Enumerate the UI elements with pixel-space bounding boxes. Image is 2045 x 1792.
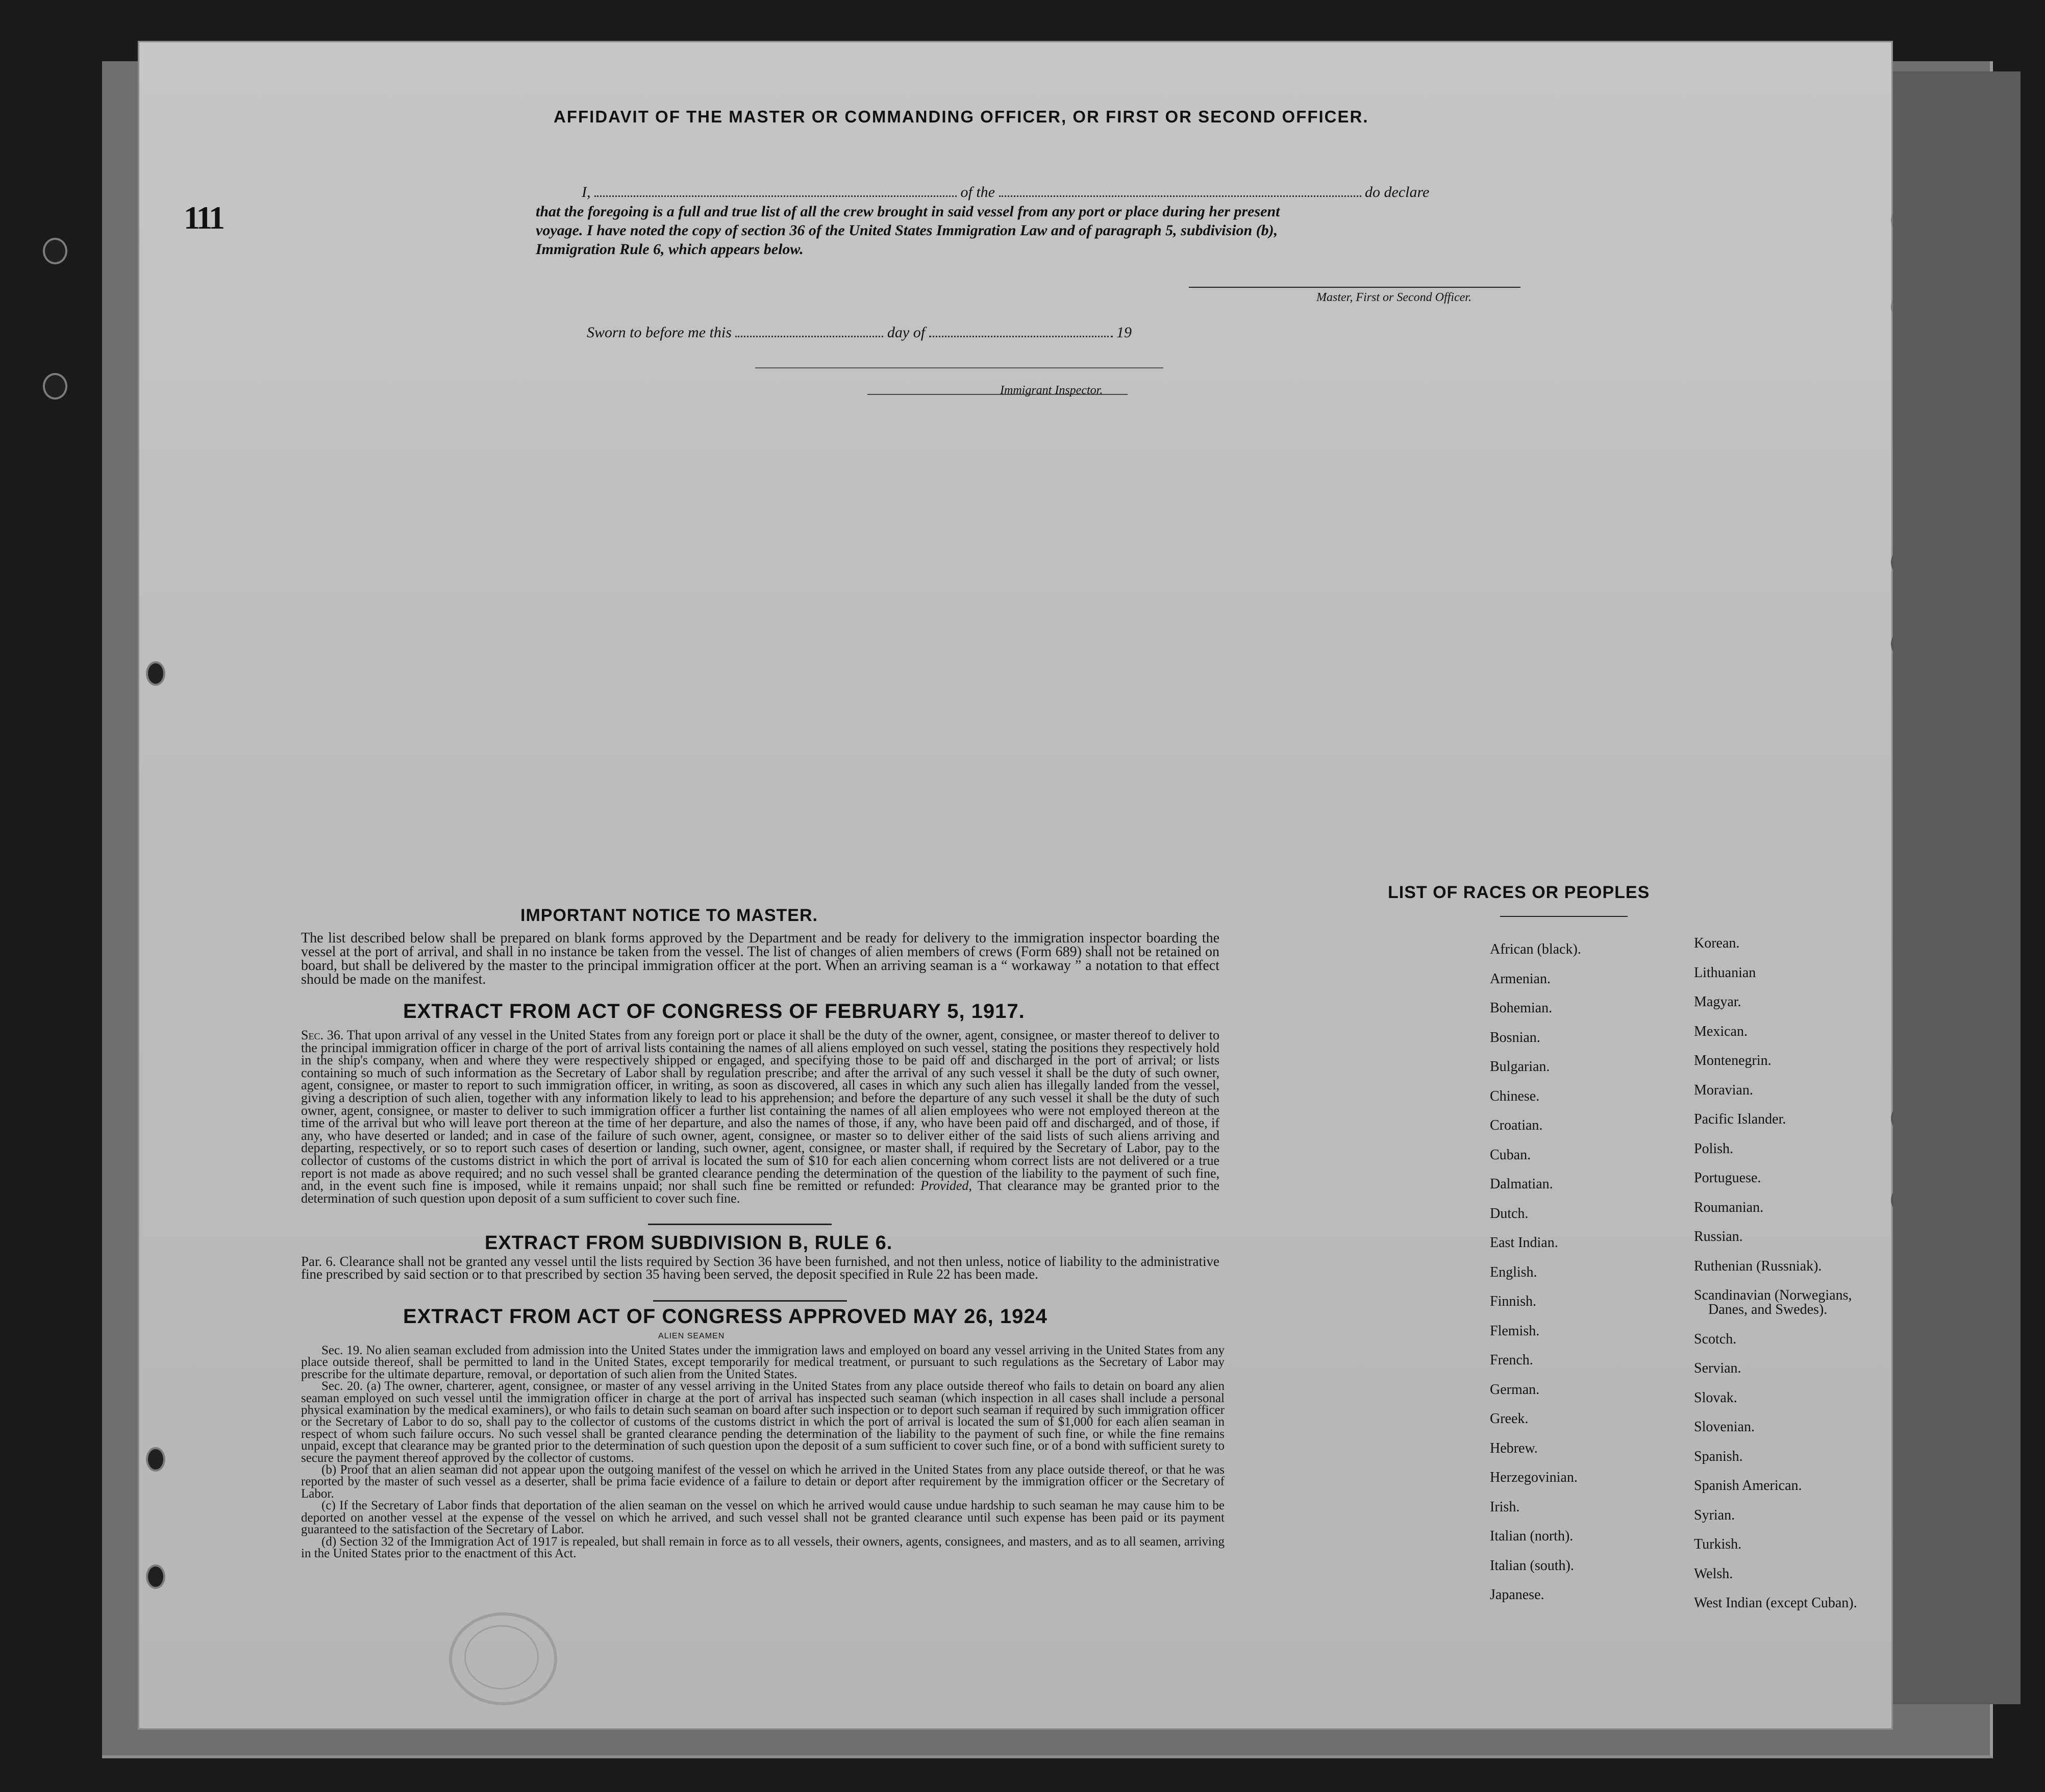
race-item: Servian. [1694,1360,1741,1376]
race-item: West Indian (except Cuban). [1694,1595,1857,1611]
affidavit-line4: Immigration Rule 6, which appears below. [536,241,804,258]
race-item: Korean. [1694,935,1740,951]
notice-title: IMPORTANT NOTICE TO MASTER. [520,906,818,925]
sworn-year: 19 [1116,324,1132,341]
extract-1924-para5: (d) Section 32 of the Immigration Act of 1917 is repealed, but shall remain in force as to all vessels, their owners, agents, consignees, and masters, and as to all seamen, arriving in the United States prior to the enactment of this Act. [301,1534,1225,1560]
race-item: African (black). [1490,941,1581,957]
extract-1917-sec: Sec. 36. [301,1028,344,1042]
divider-2 [653,1300,847,1302]
races-title-rule [1500,916,1628,917]
sworn-date-blank[interactable] [735,336,883,337]
race-item: Roumanian. [1694,1199,1764,1215]
race-item: Scotch. [1694,1331,1737,1347]
race-item: Armenian. [1490,970,1551,987]
race-item: Dalmatian. [1490,1176,1553,1192]
document-page [138,41,1893,1730]
extract-1924-para1: Sec. 19. No alien seaman excluded from admission into the United States under the immigration laws and employed on board any vessel arriving in the United States from any place outside thereof, shall be permitted to land in the United States, except temporarily for medical treatment, or pursuant to such regulations as the Secretary of Labor may prescribe for the ultimate departure, removal, or deportation of such alien from the United States. [301,1343,1225,1381]
race-item: Turkish. [1694,1536,1742,1552]
race-item: Danes, and Swedes). [1708,1302,1828,1317]
race-item: Bulgarian. [1490,1059,1550,1075]
extract-1917-proviso: Provided, [920,1178,972,1193]
extract-1924-subtitle: ALIEN SEAMEN [658,1332,725,1340]
race-item: Montenegrin. [1694,1053,1772,1068]
race-item: Bohemian. [1490,1000,1553,1016]
extract-1917-end: That clearance may be granted prior to the determination of such question upon deposit of a sum sufficient to cover such fine. [301,1178,1220,1206]
circular-stamp-inner [464,1625,539,1689]
affidavit-of-the: of the [960,184,995,201]
signature-line [1189,287,1520,288]
race-item: Italian (south). [1490,1557,1574,1574]
race-item: Pacific Islander. [1694,1111,1786,1127]
race-item: Chinese. [1490,1088,1540,1104]
race-item: German. [1490,1381,1540,1398]
binder-hole [148,663,163,684]
race-item: Slovenian. [1694,1419,1755,1435]
sworn-prefix: Sworn to before me this [587,324,732,341]
race-item: Flemish. [1490,1323,1540,1339]
extract-1924-para3: (b) Proof that an alien seaman did not appear upon the outgoing manifest of the vessel on which he arrived in the United States from any place outside thereof, or that he was reported by the master of such vessel as a deserter, shall be prima facie evidence of a failure to detain or deport after requirement by the immigration officer or the Secretary of Labor. [301,1463,1225,1501]
race-item: French. [1490,1352,1533,1368]
margin-mark: 111 [184,200,223,236]
bleed-through-area [291,398,1770,806]
vessel-blank[interactable] [999,195,1361,197]
inspector-label: Immigrant Inspector. [1000,384,1103,397]
underlying-page-edge [1888,71,2021,1704]
race-item: Syrian. [1694,1507,1735,1523]
extract-1924-para2: Sec. 20. (a) The owner, charterer, agent, consignee, or master of any vessel arriving in the United States from any place outside thereof who fails to detain on board any alien seaman employed on such vessel until the immigration officer in charge at the port of arrival has inspected such seaman (which inspection in all cases shall include a personal physical examination by the medical examiners), or who fails to detain such seaman on board after such inspection or to deport such seaman if required by such immigration officer or the Secretary of Labor to do so, shall pay to the collector of customs of the customs district in which the port of arrival is located the sum of $1,000 for each alien seaman in respect of whom such failure occurs. No such vessel shall be granted clearance pending the determination of the liability to the payment of such fine, or while the fine remains unpaid, except that clearance may be granted prior to the determination of such question upon the deposit of a sum sufficient to cover such fine, or of a bond with sufficient surety to secure the payment thereof approved by the collector of customs. [301,1379,1225,1465]
race-item: East Indian. [1490,1235,1558,1251]
race-item: Moravian. [1694,1082,1753,1098]
notice-text: The list described below shall be prepared on blank forms approved by the Department and be ready for delivery to the immigration inspector boarding the vessel at the port of arrival, and shall in no instance be taken from the vessel. The list of changes of alien members of crews (Form 689) shall not be retained on board, but shall be delivered by the master to the principal immigration officer at the port. When an arriving seaman is a “ workaway ” a notation to that effect should be made on the manifest. [301,930,1219,987]
sworn-day-of: day of [887,324,926,341]
binder-hole [148,1449,163,1470]
affidavit-line2: that the foregoing is a full and true list of all the crew brought in said vessel from any port or place during her present [536,203,1280,220]
affidavit-i: I, [582,184,591,201]
extract-1917-body: That upon arrival of any vessel in the United States from any foreign port or place it shall be the duty of the owner, agent, consignee, or master thereof to deliver to the principal immigration officer in charge of the port of arrival lists containing the names of all aliens employed on such vessel, stating the positions they respectively hold in the ship's company, when and where they were respectively shipped or engaged, and specifying those to be paid off and discharged in the port of arrival; or lists containing so much of such information as the Secretary of Labor shall by regulation prescribe; and after the arrival of any such vessel it shall be the duty of such owner, agent, consignee, or master to report to such immigration officer, in writing, as soon as discovered, all cases in which any such alien has illegally landed from the vessel, giving a description of such alien, together with any information likely to lead to his apprehension; and before the departure of any such vessel it shall be the duty of such owner, agent, consignee, or master to deliver to such immigration officer a further list containing the names of all alien employees who were not employed thereon at the time of the arrival but who will leave port thereon at the time of her departure, and also the names of those, if any, who have been paid off and discharged, and of those, if any, who have deserted or landed; and in case of the failure of such owner, agent, consignee, or master so to deliver either of the said lists of such aliens arriving and departing, respectively, or so to report such cases of desertion or landing, such owner, agent, consignee, or master shall, if required by the Secretary of Labor, pay to the collector of customs of the customs district in which the port of arrival is located the sum of $10 for each alien concerning whom correct lists are not delivered or a true report is not made as above required; and no such vessel shall be granted clearance pending the determination of the question of the liability to the payment of such fine, and, in the event such fine is imposed, while it remains unpaid; nor shall such fine be remitted or refunded: [301,1028,1220,1193]
race-item: Magyar. [1694,994,1741,1010]
race-item: Italian (north). [1490,1528,1574,1544]
race-item: Portuguese. [1694,1170,1761,1186]
affidavit-title: AFFIDAVIT OF THE MASTER OR COMMANDING OFFICER, OR FIRST OR SECOND OFFICER. [554,107,1369,126]
race-item: Greek. [1490,1411,1529,1427]
race-item: Lithuanian [1694,964,1756,981]
race-item: Herzegovinian. [1490,1470,1578,1485]
binder-hole [45,240,65,262]
race-item: Mexican. [1694,1023,1748,1039]
race-item: Cuban. [1490,1147,1531,1163]
race-item: Ruthenian (Russniak). [1694,1258,1822,1274]
race-item: Polish. [1694,1140,1734,1157]
race-item: Irish. [1490,1499,1520,1515]
affidavit-line1 [582,184,1429,201]
affidavit-declare: do declare [1365,184,1430,201]
inspector-sign-line-upper [755,367,1163,368]
races-title: LIST OF RACES OR PEOPLES [1388,883,1650,902]
extract-1924-text [301,1345,1225,1559]
sworn-month-blank[interactable] [929,336,1113,337]
race-item: Russian. [1694,1229,1743,1245]
race-item: Spanish. [1694,1448,1743,1464]
race-item: Dutch. [1490,1205,1529,1222]
race-item: Croatian. [1490,1117,1543,1133]
race-item: Slovak. [1694,1389,1737,1406]
race-item: Spanish American. [1694,1478,1802,1494]
extract-1924-title: EXTRACT FROM ACT OF CONGRESS APPROVED MAY 26, 1924 [403,1305,1048,1328]
subdivision-b-title: EXTRACT FROM SUBDIVISION B, RULE 6. [485,1232,893,1254]
extract-1924-para4: (c) If the Secretary of Labor finds that deportation of the alien seaman on the vessel on which he arrived would cause undue hardship to such seaman he may cause him to be deported on another vessel at the expense of the vessel on which he arrived, and such vessel shall not be granted clearance until such expense has been paid or its payment guaranteed to the satisfaction of the Secretary of Labor. [301,1499,1225,1537]
race-item: Japanese. [1490,1587,1544,1603]
race-item: Hebrew. [1490,1440,1538,1456]
race-item: Bosnian. [1490,1029,1540,1046]
divider-1 [648,1224,832,1225]
signature-label: Master, First or Second Officer. [1316,291,1472,304]
name-blank[interactable] [594,195,957,197]
affidavit-line3: voyage. I have noted the copy of section 36 of the United States Immigration Law and of paragraph 5, subdivision (b), [536,222,1278,239]
sworn-line [587,324,1132,341]
extract-1917-text [301,1029,1219,1205]
race-item: English. [1490,1264,1537,1280]
binder-hole [148,1566,163,1587]
race-item: Finnish. [1490,1293,1537,1309]
race-item: Scandinavian (Norwegians, [1694,1287,1852,1303]
extract-1917-title: EXTRACT FROM ACT OF CONGRESS OF FEBRUARY 5, 1917. [403,1000,1025,1023]
subdivision-b-text: Par. 6. Clearance shall not be granted any vessel until the lists required by Section 36 have been furnished, and not then unless, notice of liability to the administrative fine prescribed by said section or to that prescribed by section 35 having been served, the deposit specified in Rule 22 has been made. [301,1254,1219,1282]
binder-hole [45,375,65,397]
race-item: Welsh. [1694,1565,1733,1582]
